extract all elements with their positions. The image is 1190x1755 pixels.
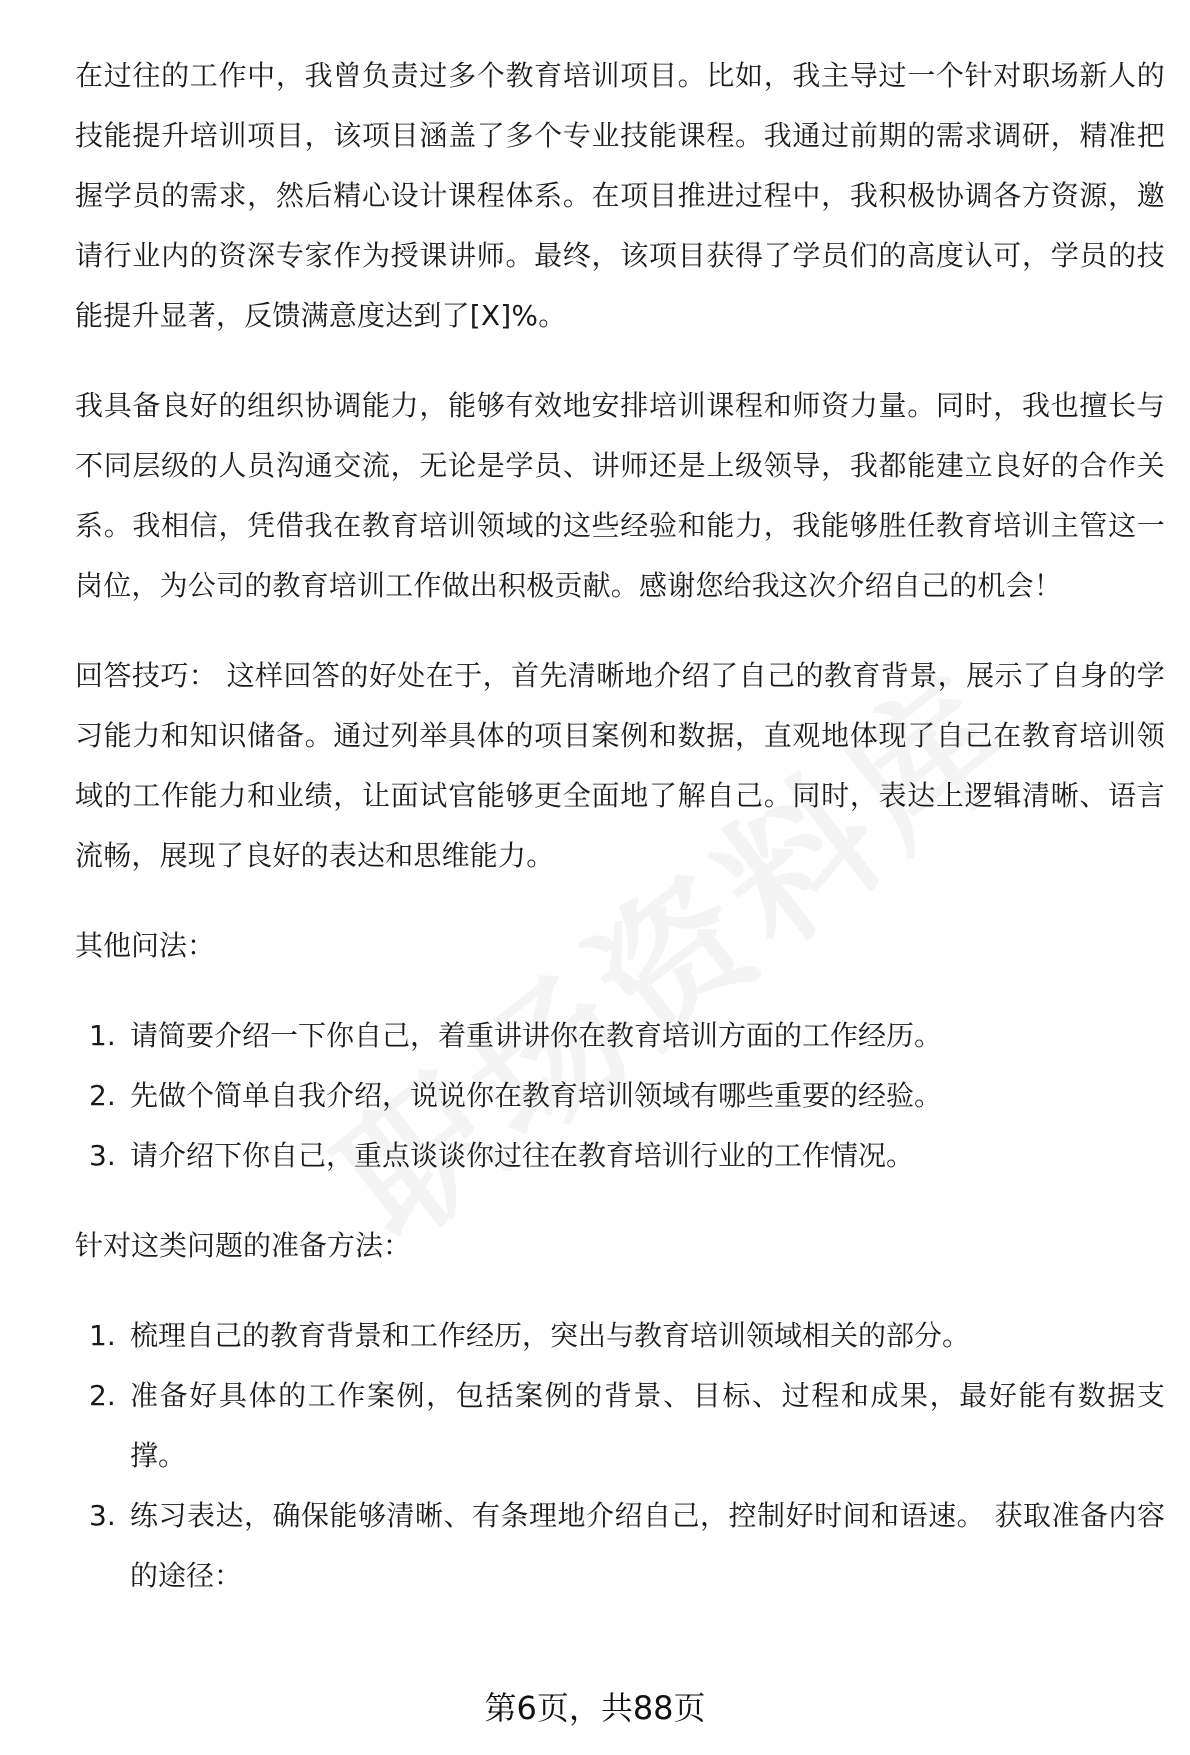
list-item [75, 1366, 1165, 1486]
other-questions-list [75, 1006, 1165, 1186]
list-item-text: 先做个简单自我介绍，说说你在教育培训领域有哪些重要的经验。 [130, 1079, 943, 1112]
list-number: 2. [89, 1379, 116, 1412]
preparation-list [75, 1306, 1165, 1606]
paragraph-abilities: 我具备良好的组织协调能力，能够有效地安排培训课程和师资力量。同时，我也擅长与不同层级的人员沟通交流，无论是学员、讲师还是上级领导，我都能建立良好的合作关系。我相信，凭借我在教育培训领域的这些经验和能力，我能够胜任教育培训主管这一岗位，为公司的教育培训工作做出积极贡献。感谢您给我这次介绍自己的机会！ [75, 389, 1165, 602]
list-item-text: 梳理自己的教育背景和工作经历，突出与教育培训领域相关的部分。 [130, 1319, 971, 1352]
list-number: 2. [89, 1079, 116, 1112]
paragraph-answer-tips: 回答技巧： 这样回答的好处在于，首先清晰地介绍了自己的教育背景，展示了自身的学习能力和知识储备。通过列举具体的项目案例和数据，直观地体现了自己在教育培训领域的工作能力和业绩，让面试官能够更全面地了解自己。同时，表达上逻辑清晰、语言流畅，展现了良好的表达和思维能力。 [75, 659, 1165, 872]
list-number: 3. [89, 1499, 116, 1532]
list-item-text: 请介绍下你自己，重点谈谈你过往在教育培训行业的工作情况。 [130, 1139, 915, 1172]
list-item [75, 1306, 1165, 1366]
list-number: 1. [89, 1319, 116, 1352]
list-item [75, 1126, 1165, 1186]
list-item [75, 1066, 1165, 1126]
list-item-text: 请简要介绍一下你自己，着重讲讲你在教育培训方面的工作经历。 [130, 1019, 943, 1052]
list-number: 1. [89, 1019, 116, 1052]
preparation-heading: 针对这类问题的准备方法： [75, 1229, 412, 1262]
list-item-text: 练习表达，确保能够清晰、有条理地介绍自己，控制好时间和语速。 获取准备内容的途径： [130, 1499, 1165, 1592]
document-body [75, 46, 1165, 1636]
other-questions-heading: 其他问法： [75, 929, 216, 962]
list-item [75, 1006, 1165, 1066]
list-item-text: 准备好具体的工作案例，包括案例的背景、目标、过程和成果，最好能有数据支撑。 [130, 1379, 1165, 1472]
page-number-footer: 第6页，共88页 [484, 1689, 706, 1727]
list-item [75, 1486, 1165, 1606]
list-number: 3. [89, 1139, 116, 1172]
paragraph-experience: 在过往的工作中，我曾负责过多个教育培训项目。比如，我主导过一个针对职场新人的技能提升培训项目，该项目涵盖了多个专业技能课程。我通过前期的需求调研，精准把握学员的需求，然后精心设计课程体系。在项目推进过程中，我积极协调各方资源，邀请行业内的资深专家作为授课讲师。最终，该项目获得了学员们的高度认可，学员的技能提升显著，反馈满意度达到了[X]%。 [75, 59, 1165, 332]
